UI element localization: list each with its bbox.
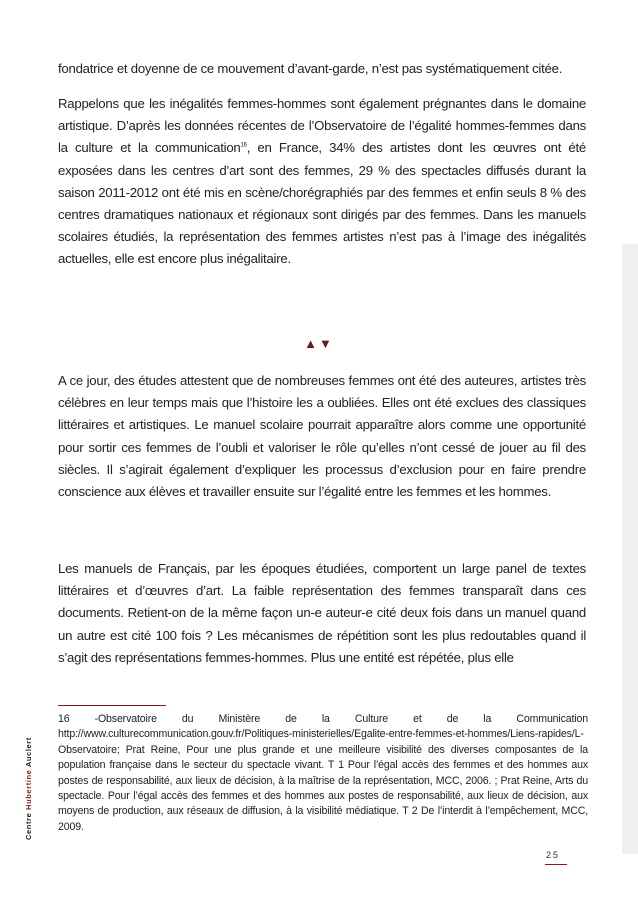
paragraph-text: Rappelons que les inégalités femmes-hommes sont également prégnantes dans le domaine artistique. D’après les données récentes de l’Observatoire de l’égalité hommes-femmes dans la culture et la communication xyxy=(58,96,586,156)
footnote-divider xyxy=(58,705,166,706)
footnote-ref[interactable]: 16 xyxy=(240,143,247,150)
page-number: 25 xyxy=(546,850,561,860)
paragraph-statistics xyxy=(58,93,586,271)
paragraph-text: , en France, 34% des artistes dont les œuvres ont été exposées dans les centres d’art sont des femmes, 29 % des spectacles diffusés durant la saison 2011-2012 ont été mis en scène/chorégraphiés par des femmes et enfin seuls 8 % des centres dramatiques nationaux et régionaux sont dirigés par des femmes. Dans les manuels scolaires étudiés, la représentation des femmes artistes n’est pas à l’image des inégalités actuelles, elle est encore plus inégalitaire. xyxy=(58,140,587,267)
page-edge-tab xyxy=(622,244,638,854)
paragraph-forgotten-women: A ce jour, des études attestent que de nombreuses femmes ont été des auteures, artistes très célèbres en leur temps mais que l’histoire les a oubliées. Elles ont été exclues des classiques littéraires et artistiques. Le manuel scolaire pourrait apparaître alors comme une opportunité pour sortir ces femmes de l’oubli et valoriser le rôle qu’elles n’ont cessé de jouer au fil des siècles. Il s’agirait également d’expliquer les processus d’exclusion pour en faire prendre conscience aux élèves et travailler ensuite sur l’égalité entre les femmes et les hommes. xyxy=(58,373,586,500)
page-number-underline xyxy=(545,864,567,865)
section-separator-icon: ▲▼ xyxy=(304,336,334,351)
footnote-16: 16 -Observatoire du Ministère de la Culture et de la Communication http://www.culturecommunication.gouv.fr/Politiques-ministerielles/Egalite-entre-femmes-et-hommes/Liens-rapides/L-Observatoire; Prat Reine, Pour une plus grande et une meilleure visibilité des diverses composantes de la population française dans le secteur du spectacle vivant. T 1 Pour l’égal accès des femmes et des hommes aux postes de responsabilité, aux lieux de décision, à la maîtrise de la représentation, MCC, 2006. ; Prat Reine, Arts du spectacle. Pour l’égal accès des femmes et des hommes aux postes de responsabilité, aux lieux de décision, aux moyens de production, aux réseaux de diffusion, à la visibilité médiatique. T 2 De l’interdit à l’empêchement, MCC, 2009. xyxy=(58,713,588,833)
brand-part-accent: Hubertine xyxy=(24,769,33,810)
brand-part: Centre xyxy=(24,812,33,840)
sidebar-brand xyxy=(24,737,33,840)
paragraph-french-textbooks: Les manuels de Français, par les époques étudiées, comportent un large panel de textes littéraires et d’œuvres d’art. La faible représentation des femmes transparaît dans ces documents. Retient-on de la même façon un-e auteur-e cité deux fois dans un manuel quand un autre est cité 100 fois ? Les mécanismes de répétition sont les plus redoutables quand il s’agit des représentations femmes-hommes. Plus une entité est répétée, plus elle xyxy=(58,561,586,665)
brand-part: Auclert xyxy=(24,737,33,768)
paragraph-continuation: fondatrice et doyenne de ce mouvement d’avant-garde, n’est pas systématiquement citée. xyxy=(58,61,563,76)
